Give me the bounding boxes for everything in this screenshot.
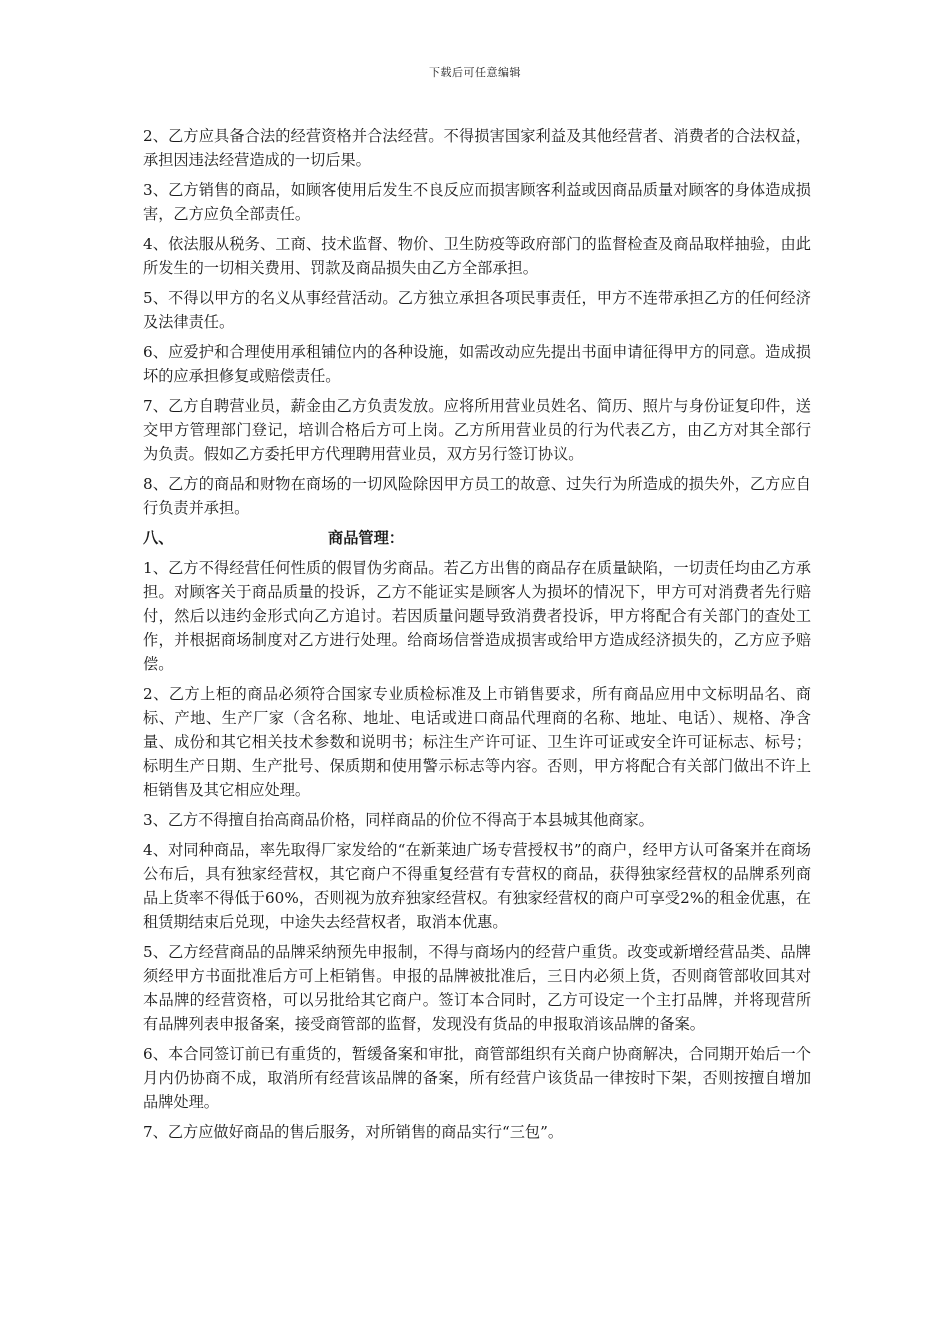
clause-8-7: 7、乙方应做好商品的售后服务，对所销售的商品实行“三包”。 — [143, 1123, 564, 1141]
section-8-title: 商品管理： — [328, 529, 404, 547]
clause-8-5: 5、乙方经营商品的品牌采纳预先申报制，不得与商场内的经营户重货。改变或新增经营品类、品牌须经甲方书面批准后方可上柜销售。申报的品牌被批准后，三日内必须上货，否则商管部收回其对本品牌的经营资格，可以另批给其它商户。签订本合同时，乙方可设定一个主打品牌，并将现营所有品牌列表申报备案，接受商管部的监督，发现没有货品的申报取消该品牌的备案。 — [143, 943, 811, 1033]
clause-8-6: 6、本合同签订前已有重货的，暂缓备案和审批，商管部组织有关商户协商解决，合同期开始后一个月内仍协商不成，取消所有经营该品牌的备案，所有经营户该货品一律按时下架，否则按擅自增加品牌处理。 — [143, 1045, 811, 1111]
clause-8-1: 1、乙方不得经营任何性质的假冒伪劣商品。若乙方出售的商品存在质量缺陷，一切责任均由乙方承担。对顾客关于商品质量的投诉，乙方不能证实是顾客人为损坏的情况下，甲方可对消费者先行赔付，然后以违约金形式向乙方追讨。若因质量问题导致消费者投诉，甲方将配合有关部门的查处工作，并根据商场制度对乙方进行处理。给商场信誉造成损害或给甲方造成经济损失的，乙方应予赔偿。 — [143, 559, 811, 673]
clause-8-3: 3、乙方不得擅自抬高商品价格，同样商品的价位不得高于本县城其他商家。 — [143, 811, 654, 829]
clause-8-2: 2、乙方上柜的商品必须符合国家专业质检标准及上市销售要求，所有商品应用中文标明品名、商标、产地、生产厂家（含名称、地址、电话或进口商品代理商的名称、地址、电话）、规格、净含量、成份和其它相关技术参数和说明书；标注生产许可证、卫生许可证或安全许可证标志、标号；标明生产日期、生产批号、保质期和使用警示标志等内容。否则，甲方将配合有关部门做出不许上柜销售及其它相应处理。 — [143, 685, 811, 799]
clause-7-7: 7、乙方自聘营业员，薪金由乙方负责发放。应将所用营业员姓名、简历、照片与身份证复印件，送交甲方管理部门登记，培训合格后方可上岗。乙方所用营业员的行为代表乙方，由乙方对其全部行为负责。假如乙方委托甲方代理聘用营业员，双方另行签订协议。 — [143, 397, 811, 463]
document-body — [143, 124, 811, 1150]
clause-7-2: 2、乙方应具备合法的经营资格并合法经营。不得损害国家利益及其他经营者、消费者的合法权益，承担因违法经营造成的一切后果。 — [143, 127, 811, 169]
clause-7-3: 3、乙方销售的商品，如顾客使用后发生不良反应而损害顾客利益或因商品质量对顾客的身体造成损害，乙方应负全部责任。 — [143, 181, 811, 223]
clause-8-4: 4、对同种商品，率先取得厂家发给的“在新莱迪广场专营授权书”的商户，经甲方认可备案并在商场公布后，具有独家经营权，其它商户不得重复经营有专营权的商品，获得独家经营权的品牌系列商品上货率不得低于60%，否则视为放弃独家经营权。有独家经营权的商户可享受2%的租金优惠，在租赁期结束后兑现，中途失去经营权者，取消本优惠。 — [143, 841, 811, 931]
section-8-heading — [143, 526, 811, 550]
header-note: 下载后可任意编辑 — [429, 66, 521, 79]
section-8-number: 八、 — [143, 529, 174, 547]
clause-7-6: 6、应爱护和合理使用承租铺位内的各种设施，如需改动应先提出书面申请征得甲方的同意。造成损坏的应承担修复或赔偿责任。 — [143, 343, 811, 385]
clause-7-5: 5、不得以甲方的名义从事经营活动。乙方独立承担各项民事责任，甲方不连带承担乙方的任何经济及法律责任。 — [143, 289, 811, 331]
clause-7-4: 4、依法服从税务、工商、技术监督、物价、卫生防疫等政府部门的监督检查及商品取样抽验，由此所发生的一切相关费用、罚款及商品损失由乙方全部承担。 — [143, 235, 811, 277]
clause-7-8: 8、乙方的商品和财物在商场的一切风险除因甲方员工的故意、过失行为所造成的损失外，乙方应自行负责并承担。 — [143, 475, 811, 517]
